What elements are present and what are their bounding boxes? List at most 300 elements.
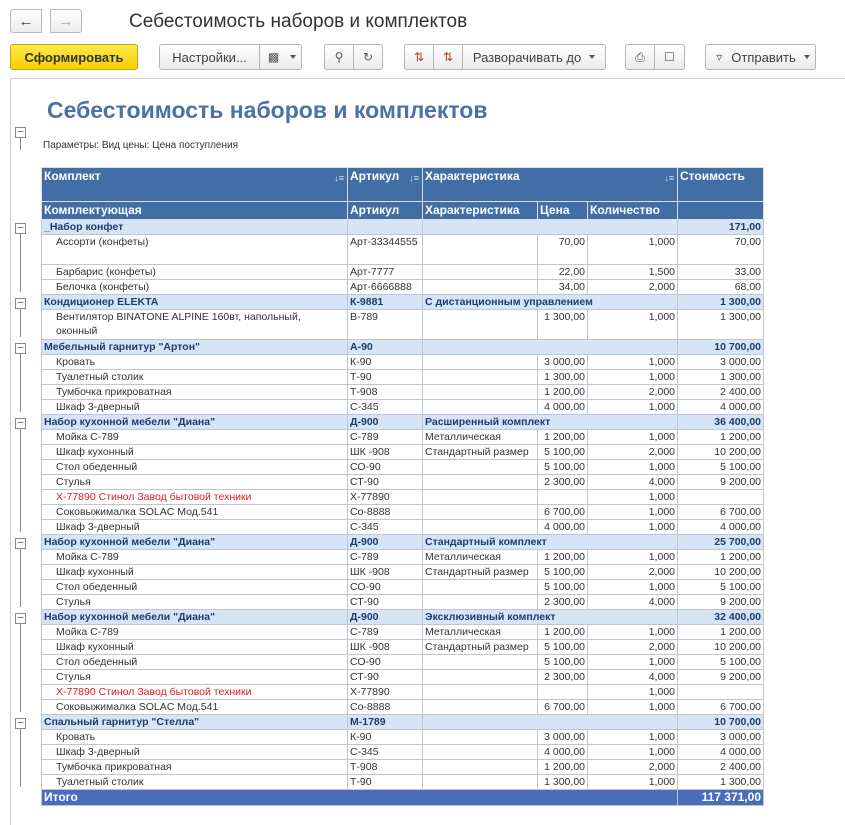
- table-row[interactable]: [42, 460, 764, 475]
- sort-icon: ↓≡: [409, 173, 419, 183]
- kit-article-cell[interactable]: М-1789: [348, 715, 423, 730]
- component-cost-cell[interactable]: 6 700,00: [678, 700, 764, 715]
- component-article-cell[interactable]: В-789: [348, 310, 423, 340]
- kit-characteristic-cell[interactable]: Стандартный комплект: [423, 535, 678, 550]
- table-row[interactable]: [42, 580, 764, 595]
- sort-desc-icon: ⇅: [413, 50, 425, 64]
- component-name-cell[interactable]: Барбарис (конфеты): [42, 265, 348, 280]
- component-quantity-cell[interactable]: 2,000: [588, 445, 678, 460]
- component-name-cell[interactable]: Мойка С-789: [42, 430, 348, 445]
- component-quantity-cell[interactable]: 1,000: [588, 775, 678, 790]
- component-cost-cell[interactable]: 9 200,00: [678, 595, 764, 610]
- component-price-cell[interactable]: 2 300,00: [538, 595, 588, 610]
- table-row[interactable]: [42, 655, 764, 670]
- component-characteristic-cell[interactable]: [423, 400, 538, 415]
- component-quantity-cell[interactable]: 2,000: [588, 760, 678, 775]
- component-article-cell[interactable]: Х-77890: [348, 490, 423, 505]
- group-line: [20, 354, 21, 412]
- component-characteristic-cell[interactable]: [423, 385, 538, 400]
- group-line: [20, 234, 21, 292]
- component-cost-cell[interactable]: 3 000,00: [678, 355, 764, 370]
- component-article-cell[interactable]: Т-90: [348, 370, 423, 385]
- component-characteristic-cell[interactable]: Металлическая: [423, 550, 538, 565]
- component-name-cell[interactable]: Шкаф 3-дверный: [42, 745, 348, 760]
- table-row[interactable]: [42, 445, 764, 460]
- kit-cost-cell[interactable]: 25 700,00: [678, 535, 764, 550]
- table-row[interactable]: [42, 745, 764, 760]
- header-component-characteristic[interactable]: Характеристика: [423, 202, 538, 220]
- component-price-cell[interactable]: 2 300,00: [538, 670, 588, 685]
- kit-article-cell[interactable]: Д-900: [348, 415, 423, 430]
- kit-name-cell[interactable]: Кондиционер ELEKTA: [42, 295, 348, 310]
- component-article-cell[interactable]: ШК -908: [348, 565, 423, 580]
- group-line: [20, 309, 21, 337]
- component-article-cell[interactable]: С-789: [348, 625, 423, 640]
- component-cost-cell[interactable]: 4 000,00: [678, 400, 764, 415]
- kit-characteristic-cell[interactable]: [423, 340, 678, 355]
- component-characteristic-cell[interactable]: Стандартный размер: [423, 445, 538, 460]
- table-row[interactable]: [42, 265, 764, 280]
- component-name-cell[interactable]: Тумбочка прикроватная: [42, 760, 348, 775]
- component-cost-cell[interactable]: 6 700,00: [678, 505, 764, 520]
- component-quantity-cell[interactable]: 1,000: [588, 580, 678, 595]
- component-characteristic-cell[interactable]: [423, 490, 538, 505]
- component-cost-cell[interactable]: 33,00: [678, 265, 764, 280]
- window-header: [0, 0, 845, 40]
- component-cost-cell[interactable]: 5 100,00: [678, 460, 764, 475]
- group-row[interactable]: [42, 220, 764, 235]
- component-article-cell[interactable]: Арт-7777: [348, 265, 423, 280]
- group-line: [20, 624, 21, 712]
- component-characteristic-cell[interactable]: [423, 775, 538, 790]
- component-cost-cell[interactable]: 5 100,00: [678, 580, 764, 595]
- component-characteristic-cell[interactable]: [423, 700, 538, 715]
- group-row[interactable]: [42, 715, 764, 730]
- component-name-cell[interactable]: Стол обеденный: [42, 460, 348, 475]
- kit-article-cell[interactable]: Д-900: [348, 535, 423, 550]
- component-article-cell[interactable]: С-789: [348, 430, 423, 445]
- component-price-cell[interactable]: [538, 685, 588, 700]
- toolbar: [0, 40, 845, 74]
- component-name-cell[interactable]: Шкаф кухонный: [42, 565, 348, 580]
- component-cost-cell[interactable]: 70,00: [678, 235, 764, 265]
- table-row[interactable]: [42, 505, 764, 520]
- component-name-cell[interactable]: Туалетный столик: [42, 370, 348, 385]
- table-row[interactable]: [42, 700, 764, 715]
- component-article-cell[interactable]: СО-90: [348, 460, 423, 475]
- total-value: 117 371,00: [678, 790, 764, 806]
- component-quantity-cell[interactable]: 2,000: [588, 385, 678, 400]
- report-parameters: Параметры: Вид цены: Цена поступления: [43, 140, 238, 151]
- component-quantity-cell[interactable]: 2,000: [588, 640, 678, 655]
- header-row-component: [42, 202, 764, 220]
- component-cost-cell[interactable]: 9 200,00: [678, 670, 764, 685]
- component-price-cell[interactable]: 1 300,00: [538, 775, 588, 790]
- header-component[interactable]: Комплектующая: [42, 202, 348, 220]
- kit-cost-cell[interactable]: 32 400,00: [678, 610, 764, 625]
- component-name-cell[interactable]: Стулья: [42, 670, 348, 685]
- component-price-cell[interactable]: 5 100,00: [538, 640, 588, 655]
- preview-button[interactable]: [654, 44, 685, 70]
- header-price[interactable]: Цена: [538, 202, 588, 220]
- table-row[interactable]: [42, 475, 764, 490]
- component-price-cell[interactable]: 4 000,00: [538, 400, 588, 415]
- group-row[interactable]: [42, 610, 764, 625]
- component-price-cell[interactable]: 1 200,00: [538, 550, 588, 565]
- component-name-cell[interactable]: Шкаф кухонный: [42, 445, 348, 460]
- component-cost-cell[interactable]: [678, 490, 764, 505]
- component-quantity-cell[interactable]: 2,000: [588, 565, 678, 580]
- component-name-cell[interactable]: Шкаф 3-дверный: [42, 520, 348, 535]
- kit-characteristic-cell[interactable]: Расширенный комплект: [423, 415, 678, 430]
- back-button[interactable]: [10, 9, 42, 33]
- table-row[interactable]: [42, 430, 764, 445]
- component-cost-cell[interactable]: 68,00: [678, 280, 764, 295]
- component-name-cell[interactable]: Соковыжималка SOLAC Мод.541: [42, 505, 348, 520]
- component-cost-cell[interactable]: 4 000,00: [678, 520, 764, 535]
- window-title: Себестоимость наборов и комплектов: [129, 11, 468, 32]
- component-name-cell[interactable]: Кровать: [42, 730, 348, 745]
- component-quantity-cell[interactable]: 1,000: [588, 505, 678, 520]
- component-price-cell[interactable]: 1 200,00: [538, 625, 588, 640]
- header-row-kit: [42, 168, 764, 202]
- component-article-cell[interactable]: К-90: [348, 355, 423, 370]
- component-article-cell[interactable]: СТ-90: [348, 475, 423, 490]
- collapse-icon[interactable]: –: [15, 718, 26, 729]
- component-name-cell[interactable]: Мойка С-789: [42, 625, 348, 640]
- component-article-cell[interactable]: Со-8888: [348, 505, 423, 520]
- component-name-cell[interactable]: Шкаф кухонный: [42, 640, 348, 655]
- kit-cost-cell[interactable]: 10 700,00: [678, 340, 764, 355]
- component-price-cell[interactable]: [538, 490, 588, 505]
- component-price-cell[interactable]: 5 100,00: [538, 655, 588, 670]
- component-cost-cell[interactable]: 2 400,00: [678, 385, 764, 400]
- table-row[interactable]: [42, 520, 764, 535]
- component-price-cell[interactable]: 5 100,00: [538, 580, 588, 595]
- kit-cost-cell[interactable]: 171,00: [678, 220, 764, 235]
- component-price-cell[interactable]: 5 100,00: [538, 445, 588, 460]
- table-row[interactable]: [42, 355, 764, 370]
- kit-characteristic-cell[interactable]: [423, 715, 678, 730]
- component-quantity-cell[interactable]: 2,000: [588, 280, 678, 295]
- kit-name-cell[interactable]: Набор кухонной мебели "Диана": [42, 535, 348, 550]
- component-price-cell[interactable]: 4 000,00: [538, 745, 588, 760]
- component-quantity-cell[interactable]: 1,000: [588, 355, 678, 370]
- kit-article-cell[interactable]: Д-900: [348, 610, 423, 625]
- component-cost-cell[interactable]: 1 200,00: [678, 625, 764, 640]
- chevron-down-icon: [589, 55, 595, 59]
- component-name-cell[interactable]: Стол обеденный: [42, 580, 348, 595]
- component-cost-cell[interactable]: 2 400,00: [678, 760, 764, 775]
- component-cost-cell[interactable]: 10 200,00: [678, 445, 764, 460]
- kit-name-cell[interactable]: Спальный гарнитур "Стелла": [42, 715, 348, 730]
- group-row[interactable]: [42, 415, 764, 430]
- component-price-cell[interactable]: 5 100,00: [538, 565, 588, 580]
- component-name-cell[interactable]: Соковыжималка SOLAC Мод.541: [42, 700, 348, 715]
- component-quantity-cell[interactable]: 1,000: [588, 685, 678, 700]
- component-article-cell[interactable]: С-345: [348, 520, 423, 535]
- component-cost-cell[interactable]: [678, 685, 764, 700]
- component-article-cell[interactable]: ШК -908: [348, 640, 423, 655]
- component-quantity-cell[interactable]: 1,000: [588, 430, 678, 445]
- kit-name-cell[interactable]: Набор кухонной мебели "Диана": [42, 415, 348, 430]
- component-article-cell[interactable]: Со-8888: [348, 700, 423, 715]
- component-article-cell[interactable]: Арт-33344555: [348, 235, 423, 265]
- table-row[interactable]: [42, 625, 764, 640]
- find-next-button[interactable]: [353, 44, 383, 70]
- component-article-cell[interactable]: С-345: [348, 400, 423, 415]
- kit-name-cell[interactable]: Набор кухонной мебели "Диана": [42, 610, 348, 625]
- component-characteristic-cell[interactable]: [423, 355, 538, 370]
- component-cost-cell[interactable]: 1 200,00: [678, 430, 764, 445]
- collapse-icon[interactable]: –: [15, 343, 26, 354]
- table-row[interactable]: [42, 760, 764, 775]
- component-quantity-cell[interactable]: 4,000: [588, 670, 678, 685]
- search-next-icon: ↻: [362, 50, 374, 64]
- component-characteristic-cell[interactable]: [423, 730, 538, 745]
- kit-name-cell[interactable]: Мебельный гарнитур "Артон": [42, 340, 348, 355]
- component-cost-cell[interactable]: 3 000,00: [678, 730, 764, 745]
- component-article-cell[interactable]: СТ-90: [348, 670, 423, 685]
- table-row[interactable]: [42, 730, 764, 745]
- expand-to-dropdown[interactable]: [462, 44, 606, 70]
- kit-characteristic-cell[interactable]: Эксклюзивный комплект: [423, 610, 678, 625]
- component-name-cell[interactable]: Белочка (конфеты): [42, 280, 348, 295]
- sort-asc-icon: ⇅: [442, 50, 454, 64]
- component-cost-cell[interactable]: 1 300,00: [678, 310, 764, 340]
- kit-cost-cell[interactable]: 36 400,00: [678, 415, 764, 430]
- component-price-cell[interactable]: 1 200,00: [538, 430, 588, 445]
- component-price-cell[interactable]: 5 100,00: [538, 460, 588, 475]
- table-row[interactable]: [42, 550, 764, 565]
- component-name-cell[interactable]: Туалетный столик: [42, 775, 348, 790]
- component-quantity-cell[interactable]: 4,000: [588, 595, 678, 610]
- component-name-cell[interactable]: Ассорти (конфеты): [42, 235, 348, 265]
- settings-button[interactable]: Настройки...: [159, 44, 260, 70]
- component-quantity-cell[interactable]: 1,000: [588, 310, 678, 340]
- component-characteristic-cell[interactable]: [423, 460, 538, 475]
- component-article-cell[interactable]: С-345: [348, 745, 423, 760]
- component-quantity-cell[interactable]: 1,000: [588, 490, 678, 505]
- header-characteristic[interactable]: Характеристика ↓≡: [423, 168, 678, 202]
- component-quantity-cell[interactable]: 1,000: [588, 730, 678, 745]
- component-article-cell[interactable]: ШК -908: [348, 445, 423, 460]
- component-price-cell[interactable]: 1 200,00: [538, 385, 588, 400]
- component-quantity-cell[interactable]: 1,000: [588, 550, 678, 565]
- report-table: [41, 167, 764, 806]
- table-row[interactable]: [42, 400, 764, 415]
- collapse-icon[interactable]: –: [15, 613, 26, 624]
- arrow-right-icon: →: [58, 12, 74, 30]
- component-price-cell[interactable]: 1 300,00: [538, 310, 588, 340]
- component-quantity-cell[interactable]: 1,000: [588, 460, 678, 475]
- component-name-cell[interactable]: Кровать: [42, 355, 348, 370]
- table-row[interactable]: [42, 640, 764, 655]
- component-article-cell[interactable]: СО-90: [348, 655, 423, 670]
- collapse-icon[interactable]: –: [15, 298, 26, 309]
- component-price-cell[interactable]: 3 000,00: [538, 355, 588, 370]
- component-characteristic-cell[interactable]: [423, 235, 538, 265]
- component-cost-cell[interactable]: 4 000,00: [678, 745, 764, 760]
- table-row[interactable]: [42, 235, 764, 265]
- kit-characteristic-cell[interactable]: [423, 220, 678, 235]
- send-icon: ▿: [716, 50, 723, 64]
- component-article-cell[interactable]: Т-908: [348, 760, 423, 775]
- component-name-cell[interactable]: Шкаф 3-дверный: [42, 400, 348, 415]
- find-button[interactable]: [324, 44, 354, 70]
- component-price-cell[interactable]: 6 700,00: [538, 505, 588, 520]
- header-cost-empty: [678, 202, 764, 220]
- table-row[interactable]: [42, 490, 764, 505]
- component-article-cell[interactable]: Т-90: [348, 775, 423, 790]
- sort-desc-button[interactable]: [404, 44, 434, 70]
- table-row[interactable]: [42, 595, 764, 610]
- component-article-cell[interactable]: Т-908: [348, 385, 423, 400]
- report-variant-icon: ▩: [267, 50, 280, 64]
- component-name-cell[interactable]: Стол обеденный: [42, 655, 348, 670]
- group-row[interactable]: [42, 535, 764, 550]
- group-line: [20, 549, 21, 607]
- header-cost[interactable]: Стоимость: [678, 168, 764, 202]
- component-quantity-cell[interactable]: 1,000: [588, 370, 678, 385]
- component-price-cell[interactable]: 22,00: [538, 265, 588, 280]
- component-price-cell[interactable]: 2 300,00: [538, 475, 588, 490]
- arrow-left-icon: ←: [18, 12, 34, 30]
- component-name-cell[interactable]: Х-77890 Стинол Завод бытовой техники: [42, 685, 348, 700]
- total-label: Итого: [42, 790, 678, 806]
- kit-article-cell[interactable]: [348, 220, 423, 235]
- component-name-cell[interactable]: Тумбочка прикроватная: [42, 385, 348, 400]
- table-row[interactable]: [42, 370, 764, 385]
- component-price-cell[interactable]: 1 200,00: [538, 760, 588, 775]
- component-characteristic-cell[interactable]: [423, 505, 538, 520]
- kit-cost-cell[interactable]: 10 700,00: [678, 715, 764, 730]
- kit-characteristic-cell[interactable]: С дистанционным управлением: [423, 295, 678, 310]
- component-quantity-cell[interactable]: 1,000: [588, 655, 678, 670]
- component-price-cell[interactable]: 70,00: [538, 235, 588, 265]
- sort-icon: ↓≡: [334, 173, 344, 183]
- component-quantity-cell[interactable]: 4,000: [588, 475, 678, 490]
- forward-button[interactable]: [50, 9, 82, 33]
- printer-icon: ⎙: [635, 49, 645, 64]
- group-row[interactable]: [42, 340, 764, 355]
- table-row[interactable]: [42, 565, 764, 580]
- component-characteristic-cell[interactable]: [423, 745, 538, 760]
- component-quantity-cell[interactable]: 1,000: [588, 700, 678, 715]
- component-characteristic-cell[interactable]: [423, 670, 538, 685]
- component-characteristic-cell[interactable]: [423, 580, 538, 595]
- header-quantity[interactable]: Количество: [588, 202, 678, 220]
- header-article[interactable]: Артикул ↓≡: [348, 168, 423, 202]
- table-row[interactable]: [42, 280, 764, 295]
- component-name-cell[interactable]: Х-77890 Стинол Завод бытовой техники: [42, 490, 348, 505]
- collapse-icon[interactable]: –: [15, 127, 26, 138]
- component-name-cell[interactable]: Вентилятор BINATONE ALPINE 160вт, напольный, оконный: [42, 310, 348, 340]
- variant-dropdown[interactable]: [259, 44, 302, 70]
- component-article-cell[interactable]: С-789: [348, 550, 423, 565]
- component-cost-cell[interactable]: 1 200,00: [678, 550, 764, 565]
- component-characteristic-cell[interactable]: Металлическая: [423, 430, 538, 445]
- component-quantity-cell[interactable]: 1,000: [588, 400, 678, 415]
- send-label: Отправить: [731, 49, 796, 65]
- component-cost-cell[interactable]: 1 300,00: [678, 775, 764, 790]
- component-name-cell[interactable]: Мойка С-789: [42, 550, 348, 565]
- print-preview-icon: ☐: [664, 50, 675, 64]
- component-characteristic-cell[interactable]: [423, 370, 538, 385]
- component-name-cell[interactable]: Стулья: [42, 595, 348, 610]
- kit-article-cell[interactable]: А-90: [348, 340, 423, 355]
- kit-cost-cell[interactable]: 1 300,00: [678, 295, 764, 310]
- component-quantity-cell[interactable]: 1,000: [588, 520, 678, 535]
- component-cost-cell[interactable]: 10 200,00: [678, 640, 764, 655]
- component-article-cell[interactable]: К-90: [348, 730, 423, 745]
- collapse-icon[interactable]: –: [15, 538, 26, 549]
- component-quantity-cell[interactable]: 1,000: [588, 235, 678, 265]
- component-article-cell[interactable]: СО-90: [348, 580, 423, 595]
- report-area: [10, 78, 845, 825]
- table-row[interactable]: [42, 385, 764, 400]
- table-row[interactable]: [42, 310, 764, 340]
- table-row[interactable]: [42, 670, 764, 685]
- group-line: [20, 429, 21, 532]
- generate-button[interactable]: Сформировать: [10, 44, 138, 70]
- component-characteristic-cell[interactable]: [423, 475, 538, 490]
- component-characteristic-cell[interactable]: Металлическая: [423, 625, 538, 640]
- kit-article-cell[interactable]: К-9881: [348, 295, 423, 310]
- component-price-cell[interactable]: 3 000,00: [538, 730, 588, 745]
- table-row[interactable]: [42, 775, 764, 790]
- component-cost-cell[interactable]: 1 300,00: [678, 370, 764, 385]
- component-characteristic-cell[interactable]: [423, 595, 538, 610]
- component-price-cell[interactable]: 1 300,00: [538, 370, 588, 385]
- component-characteristic-cell[interactable]: [423, 760, 538, 775]
- print-button[interactable]: [625, 44, 655, 70]
- component-quantity-cell[interactable]: 1,000: [588, 625, 678, 640]
- send-dropdown[interactable]: [705, 44, 816, 70]
- component-characteristic-cell[interactable]: [423, 685, 538, 700]
- chevron-down-icon: [290, 55, 296, 59]
- component-price-cell[interactable]: 34,00: [538, 280, 588, 295]
- collapse-icon[interactable]: –: [15, 418, 26, 429]
- component-article-cell[interactable]: Х-77890: [348, 685, 423, 700]
- component-price-cell[interactable]: 6 700,00: [538, 700, 588, 715]
- component-characteristic-cell[interactable]: [423, 280, 538, 295]
- component-article-cell[interactable]: СТ-90: [348, 595, 423, 610]
- component-characteristic-cell[interactable]: Стандартный размер: [423, 565, 538, 580]
- collapse-icon[interactable]: –: [15, 223, 26, 234]
- component-characteristic-cell[interactable]: [423, 265, 538, 280]
- component-characteristic-cell[interactable]: [423, 520, 538, 535]
- component-cost-cell[interactable]: 9 200,00: [678, 475, 764, 490]
- table-row[interactable]: [42, 685, 764, 700]
- group-gutter: [11, 79, 41, 825]
- component-price-cell[interactable]: 4 000,00: [538, 520, 588, 535]
- component-quantity-cell[interactable]: 1,000: [588, 745, 678, 760]
- sort-asc-button[interactable]: [433, 44, 463, 70]
- component-name-cell[interactable]: Стулья: [42, 475, 348, 490]
- component-article-cell[interactable]: Арт-6666888: [348, 280, 423, 295]
- component-characteristic-cell[interactable]: [423, 655, 538, 670]
- component-quantity-cell[interactable]: 1,500: [588, 265, 678, 280]
- component-characteristic-cell[interactable]: [423, 310, 538, 340]
- kit-name-cell[interactable]: _Набор конфет: [42, 220, 348, 235]
- header-kit[interactable]: Комплект ↓≡: [42, 168, 348, 202]
- group-row[interactable]: [42, 295, 764, 310]
- component-cost-cell[interactable]: 10 200,00: [678, 565, 764, 580]
- header-component-article[interactable]: Артикул: [348, 202, 423, 220]
- component-cost-cell[interactable]: 5 100,00: [678, 655, 764, 670]
- component-characteristic-cell[interactable]: Стандартный размер: [423, 640, 538, 655]
